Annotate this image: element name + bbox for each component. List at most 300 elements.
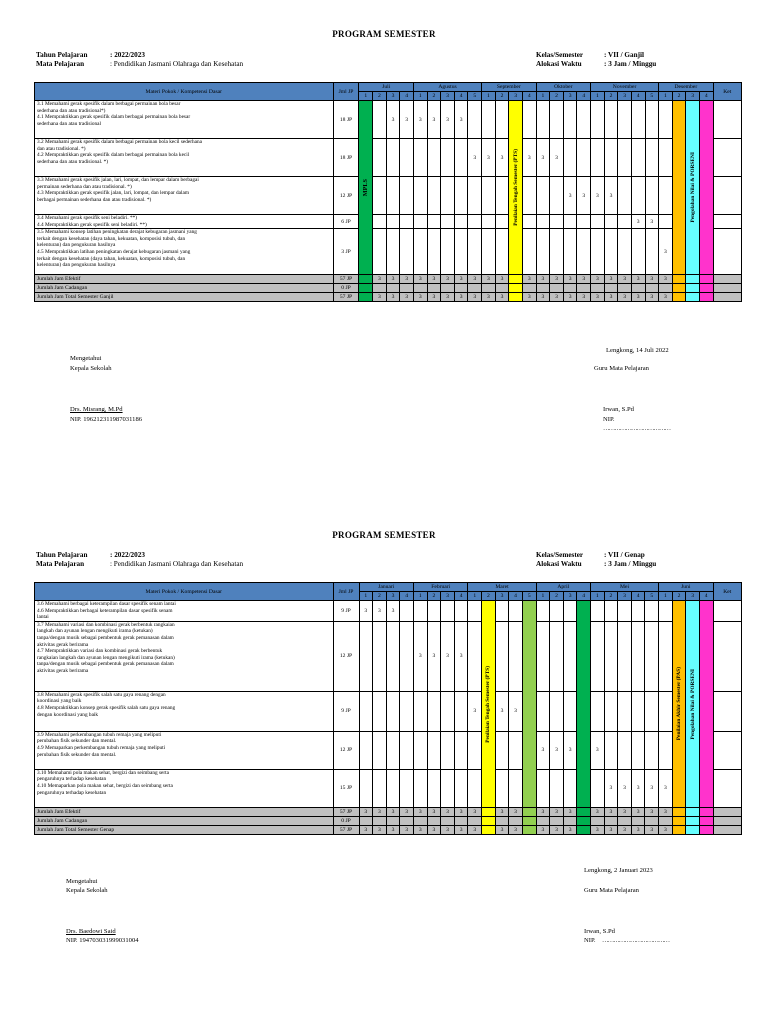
footer-week-cell bbox=[699, 816, 713, 825]
footer-week-cell: 3 bbox=[577, 293, 591, 302]
footer-week-cell: 3 bbox=[441, 825, 455, 834]
header-month: Juli bbox=[359, 83, 413, 92]
week-cell bbox=[550, 621, 564, 691]
footer-week-cell bbox=[359, 816, 373, 825]
materi-line: kelenturan) dan pengukuran hasilnya bbox=[37, 262, 116, 269]
materi-line: 3.1 Memahami gerak spesifik dalam berbagai permainan bola besar bbox=[37, 101, 181, 107]
footer-week-cell: 3 bbox=[495, 807, 509, 816]
week-cell bbox=[509, 731, 523, 769]
week-cell bbox=[495, 621, 509, 691]
materi-line: kelenturan) dan pengukuran hasilnya bbox=[37, 242, 116, 249]
header-week: 3 bbox=[686, 592, 700, 601]
jp-cell: 18 JP bbox=[333, 101, 359, 139]
materi-line: pengaruhnya terhadap kesehatan bbox=[37, 776, 107, 783]
week-cell bbox=[373, 621, 387, 691]
header-week: 4 bbox=[400, 592, 414, 601]
header-month: November bbox=[591, 83, 659, 92]
week-cell bbox=[400, 601, 414, 622]
week-cell bbox=[509, 769, 523, 807]
kepala-name: Drs. Misrang, M.Pd bbox=[70, 406, 123, 413]
materi-line: koordinasi yang baik bbox=[37, 698, 82, 705]
week-cell bbox=[413, 691, 427, 731]
week-cell bbox=[645, 621, 659, 691]
week-cell bbox=[645, 731, 659, 769]
materi-line: 3.5 Memahami konsep latihan peningkatan derajat kebugaran jasmani yang bbox=[37, 229, 197, 236]
header-month: Mei bbox=[591, 583, 659, 592]
footer-week-cell: 3 bbox=[413, 825, 427, 834]
week-cell: 3 bbox=[495, 139, 509, 177]
footer-week-cell: 3 bbox=[631, 825, 645, 834]
footer-week-cell: 3 bbox=[373, 293, 387, 302]
week-cell: 3 bbox=[427, 101, 441, 139]
week-cell: 3 bbox=[536, 731, 550, 769]
header-week: 3 bbox=[618, 92, 632, 101]
table-row bbox=[35, 621, 742, 691]
footer-week-cell bbox=[686, 825, 700, 834]
footer-week-cell bbox=[699, 807, 713, 816]
week-cell: 3 bbox=[563, 731, 577, 769]
special-column-label: Pengolahan Nilai & PORSENI bbox=[689, 668, 696, 740]
footer-week-cell bbox=[536, 816, 550, 825]
week-cell bbox=[536, 601, 550, 622]
header-week: 4 bbox=[631, 92, 645, 101]
week-cell: 3 bbox=[591, 177, 605, 215]
footer-week-cell: 3 bbox=[550, 275, 564, 284]
week-cell: 3 bbox=[536, 139, 550, 177]
week-cell bbox=[509, 621, 523, 691]
footer-week-cell: 3 bbox=[454, 275, 468, 284]
materi-line: terkait dengan kesehatan (daya tahan, kekuatan, komposisi tubuh, dan bbox=[37, 255, 186, 262]
week-cell bbox=[659, 621, 673, 691]
week-cell bbox=[359, 731, 373, 769]
week-cell: 3 bbox=[522, 139, 536, 177]
materi-line: 3.4 Memahami gerak spesifik seni beladiri. **) bbox=[37, 215, 138, 221]
footer-week-cell: 3 bbox=[441, 275, 455, 284]
week-cell bbox=[495, 731, 509, 769]
ket-cell bbox=[713, 731, 741, 769]
materi-line: terkait dengan kesehatan (daya tahan, kekuatan, komposisi tubuh, dan bbox=[37, 235, 186, 242]
ket-cell bbox=[713, 691, 741, 731]
week-cell bbox=[631, 731, 645, 769]
week-cell: 3 bbox=[509, 691, 523, 731]
footer-week-cell: 3 bbox=[482, 293, 496, 302]
materi-line: 4.2 Mempraktikkan gerak spesifik dalam berbagai permainan bola kecil bbox=[37, 152, 190, 159]
header-week: 1 bbox=[659, 92, 673, 101]
kepala-nip: NIP. 194703031999031004 bbox=[66, 937, 139, 944]
header-jp: Jml JP bbox=[333, 83, 359, 101]
header-week: 3 bbox=[386, 592, 400, 601]
header-ket: Ket bbox=[713, 83, 741, 101]
ket-cell bbox=[713, 601, 741, 622]
week-cell: 3 bbox=[645, 215, 659, 229]
mapel-value: : Pendidikan Jasmani Olahraga dan Kesehatan bbox=[110, 560, 244, 568]
materi-line: rangkaian langkah dan ayunan lengan mengikuti irama (ketukan) bbox=[37, 654, 175, 661]
header-week: 4 bbox=[400, 92, 414, 101]
materi-line: 4.6 Mempraktikkan berbagai keterampilan dasar spesifik senam bbox=[37, 607, 173, 614]
mapel-label: Mata Pelajaran bbox=[36, 60, 85, 68]
week-cell bbox=[400, 621, 414, 691]
week-cell bbox=[645, 691, 659, 731]
footer-week-cell: 3 bbox=[645, 293, 659, 302]
footer-week-cell bbox=[482, 825, 496, 834]
week-cell bbox=[604, 691, 618, 731]
footer-week-cell: 3 bbox=[359, 807, 373, 816]
footer-week-cell bbox=[577, 816, 591, 825]
footer-week-cell: 3 bbox=[400, 825, 414, 834]
header-week: 1 bbox=[359, 92, 373, 101]
footer-week-cell bbox=[591, 816, 605, 825]
mapel-value: : Pendidikan Jasmani Olahraga dan Kesehatan bbox=[110, 60, 244, 68]
materi-line: 3.3 Memahami gerak spesifik jalan, lari, lompat, dan lempar dalam berbagai bbox=[37, 177, 199, 183]
header-week: 3 bbox=[563, 592, 577, 601]
materi-cell bbox=[35, 621, 334, 691]
page-title: PROGRAM SEMESTER bbox=[332, 29, 436, 39]
materi-line: sederhana dan atau tradisional bbox=[37, 120, 101, 127]
footer-week-cell: 3 bbox=[468, 293, 482, 302]
week-cell bbox=[591, 769, 605, 807]
header-week: 2 bbox=[672, 592, 686, 601]
footer-week-cell: 3 bbox=[659, 275, 673, 284]
footer-week-cell bbox=[686, 816, 700, 825]
jp-cell: 3 JP bbox=[333, 229, 359, 275]
footer-row bbox=[35, 825, 742, 834]
footer-week-cell: 3 bbox=[550, 807, 564, 816]
footer-week-cell: 3 bbox=[563, 825, 577, 834]
week-cell bbox=[359, 691, 373, 731]
header-week: 4 bbox=[509, 592, 523, 601]
footer-jp: 57 JP bbox=[333, 293, 359, 302]
guru-label: Guru Mata Pelajaran bbox=[584, 887, 639, 894]
footer-week-cell: 3 bbox=[604, 807, 618, 816]
week-cell: 3 bbox=[454, 621, 468, 691]
week-cell bbox=[618, 731, 632, 769]
footer-week-cell: 3 bbox=[454, 293, 468, 302]
header-week: 3 bbox=[386, 92, 400, 101]
materi-line: tanpa/dengan musik sebagai pembentuk gerak pemanasan dalam bbox=[37, 661, 174, 668]
week-cell: 3 bbox=[413, 101, 427, 139]
materi-line: 3.2 Memahami gerak spesifik dalam berbagai permainan bola kecil sederhana bbox=[37, 139, 203, 145]
header-week: 3 bbox=[618, 592, 632, 601]
header-week: 4 bbox=[631, 592, 645, 601]
footer-week-cell bbox=[672, 825, 686, 834]
footer-week-cell: 3 bbox=[400, 293, 414, 302]
header-week: 2 bbox=[495, 92, 509, 101]
footer-week-cell bbox=[509, 816, 523, 825]
materi-cell bbox=[35, 769, 334, 807]
footer-week-cell bbox=[522, 816, 536, 825]
materi-line: permainan sederhana dan atau tradisional. *) bbox=[37, 183, 132, 190]
week-cell bbox=[563, 691, 577, 731]
footer-week-cell: 3 bbox=[468, 275, 482, 284]
footer-week-cell: 3 bbox=[386, 293, 400, 302]
header-week: 5 bbox=[645, 592, 659, 601]
week-cell: 3 bbox=[631, 215, 645, 229]
week-cell: 3 bbox=[604, 177, 618, 215]
week-cell bbox=[536, 769, 550, 807]
footer-week-cell: 3 bbox=[468, 807, 482, 816]
header-week: 3 bbox=[441, 92, 455, 101]
week-cell: 3 bbox=[441, 621, 455, 691]
footer-week-cell: 3 bbox=[413, 275, 427, 284]
week-cell bbox=[618, 621, 632, 691]
header-week: 2 bbox=[550, 592, 564, 601]
week-cell bbox=[618, 691, 632, 731]
guru-nip-dots: ……………………………… bbox=[603, 425, 671, 432]
materi-line: 3.6 Memahami berbagai keterampilan dasar spesifik senam lantai bbox=[37, 601, 176, 607]
guru-nip: NIP. bbox=[584, 937, 596, 944]
week-cell bbox=[550, 691, 564, 731]
header-week: 2 bbox=[427, 592, 441, 601]
footer-week-cell: 3 bbox=[373, 807, 387, 816]
footer-week-cell: 3 bbox=[591, 807, 605, 816]
header-week: 3 bbox=[509, 92, 523, 101]
footer-week-cell: 3 bbox=[495, 275, 509, 284]
footer-week-cell: 3 bbox=[604, 293, 618, 302]
footer-week-cell: 3 bbox=[386, 275, 400, 284]
footer-label: Jumlah Jam Cadangan bbox=[35, 816, 334, 825]
footer-week-cell bbox=[672, 807, 686, 816]
materi-line: berbagai permainan sederhana dan atau tradisional. *) bbox=[37, 196, 152, 203]
mapel-label: Mata Pelajaran bbox=[36, 560, 85, 568]
footer-week-cell: 3 bbox=[536, 825, 550, 834]
guru-nip: NIP. bbox=[603, 416, 615, 423]
special-column-label: Penilaian Tengah Semester (PTS) bbox=[512, 149, 519, 226]
special-column bbox=[482, 601, 496, 808]
footer-week-cell: 3 bbox=[509, 825, 523, 834]
header-week: 2 bbox=[482, 592, 496, 601]
footer-week-cell: 3 bbox=[359, 825, 373, 834]
header-week: 4 bbox=[454, 92, 468, 101]
footer-week-cell: 3 bbox=[563, 275, 577, 284]
week-cell bbox=[359, 769, 373, 807]
week-cell bbox=[441, 731, 455, 769]
page-title: PROGRAM SEMESTER bbox=[332, 530, 436, 540]
footer-jp: 57 JP bbox=[333, 825, 359, 834]
footer-ket bbox=[713, 816, 741, 825]
week-cell: 3 bbox=[386, 101, 400, 139]
special-column bbox=[699, 601, 713, 808]
footer-ket bbox=[713, 825, 741, 834]
week-cell: 3 bbox=[563, 177, 577, 215]
week-cell bbox=[454, 769, 468, 807]
materi-cell bbox=[35, 691, 334, 731]
kelas-label: Kelas/Semester bbox=[536, 51, 584, 59]
week-cell: 3 bbox=[373, 601, 387, 622]
week-cell bbox=[659, 731, 673, 769]
alokasi-label: Alokasi Waktu bbox=[536, 60, 582, 68]
footer-jp: 57 JP bbox=[333, 275, 359, 284]
header-month: Agustus bbox=[413, 83, 481, 92]
week-cell: 3 bbox=[386, 601, 400, 622]
header-week: 3 bbox=[441, 592, 455, 601]
week-cell bbox=[468, 621, 482, 691]
materi-cell bbox=[35, 601, 334, 622]
footer-week-cell bbox=[550, 816, 564, 825]
week-cell bbox=[427, 769, 441, 807]
alokasi-value: : 3 Jam / Minggu bbox=[604, 560, 657, 568]
footer-week-cell bbox=[482, 807, 496, 816]
footer-week-cell bbox=[373, 816, 387, 825]
week-cell: 3 bbox=[591, 731, 605, 769]
footer-week-cell: 3 bbox=[618, 807, 632, 816]
header-month: September bbox=[482, 83, 537, 92]
jp-cell: 9 JP bbox=[333, 691, 359, 731]
footer-week-cell bbox=[699, 825, 713, 834]
footer-week-cell: 3 bbox=[427, 275, 441, 284]
week-cell bbox=[454, 731, 468, 769]
header-month: Juni bbox=[659, 583, 713, 592]
header-week: 4 bbox=[577, 92, 591, 101]
program-table bbox=[34, 582, 742, 835]
header-week: 1 bbox=[413, 592, 427, 601]
header-week: 4 bbox=[522, 92, 536, 101]
week-cell bbox=[413, 731, 427, 769]
materi-line: lantai bbox=[37, 614, 49, 621]
footer-jp: 0 JP bbox=[333, 816, 359, 825]
footer-week-cell bbox=[577, 825, 591, 834]
footer-week-cell: 3 bbox=[413, 293, 427, 302]
week-cell bbox=[441, 691, 455, 731]
week-cell: 3 bbox=[400, 101, 414, 139]
footer-week-cell: 3 bbox=[427, 293, 441, 302]
header-week: 4 bbox=[699, 592, 713, 601]
table-row bbox=[35, 691, 742, 731]
header-week: 2 bbox=[604, 592, 618, 601]
footer-week-cell: 3 bbox=[563, 807, 577, 816]
footer-week-cell: 3 bbox=[400, 807, 414, 816]
header-week: 1 bbox=[536, 92, 550, 101]
week-cell bbox=[550, 601, 564, 622]
materi-line: aktivitas gerak berirama bbox=[37, 641, 89, 648]
footer-week-cell bbox=[427, 816, 441, 825]
week-cell bbox=[659, 601, 673, 622]
header-week: 5 bbox=[468, 92, 482, 101]
footer-week-cell: 3 bbox=[427, 807, 441, 816]
week-cell bbox=[468, 769, 482, 807]
week-cell bbox=[591, 601, 605, 622]
footer-week-cell bbox=[441, 816, 455, 825]
materi-line: pengaruhnya terhadap kesehatan bbox=[37, 789, 107, 796]
week-cell bbox=[441, 601, 455, 622]
header-week: 2 bbox=[672, 92, 686, 101]
footer-week-cell: 3 bbox=[618, 293, 632, 302]
tahun-value: : 2022/2023 bbox=[110, 51, 145, 59]
tahun-value: : 2022/2023 bbox=[110, 551, 145, 559]
footer-week-cell bbox=[686, 807, 700, 816]
week-cell: 3 bbox=[618, 769, 632, 807]
footer-week-cell bbox=[522, 825, 536, 834]
week-cell bbox=[563, 769, 577, 807]
footer-row bbox=[35, 807, 742, 816]
materi-cell bbox=[35, 731, 334, 769]
materi-line: dan atau tradisional. *) bbox=[37, 145, 86, 152]
materi-line: 4.3 Mempraktikkan gerak spesifik jalan, lari, lompat, dan lempar dalam bbox=[37, 190, 189, 197]
footer-week-cell bbox=[522, 807, 536, 816]
week-cell bbox=[373, 731, 387, 769]
week-cell bbox=[659, 691, 673, 731]
week-cell: 3 bbox=[413, 621, 427, 691]
materi-line: sederhana dan atau tradisional. *) bbox=[37, 158, 109, 165]
special-column bbox=[577, 601, 591, 808]
footer-week-cell: 3 bbox=[591, 825, 605, 834]
week-cell bbox=[495, 769, 509, 807]
footer-week-cell: 3 bbox=[536, 807, 550, 816]
footer-week-cell: 3 bbox=[441, 293, 455, 302]
guru-label: Guru Mata Pelajaran bbox=[594, 365, 649, 372]
alokasi-value: : 3 Jam / Minggu bbox=[604, 60, 657, 68]
special-column-label: Penilaian Tengah Semester (PTS) bbox=[485, 665, 492, 743]
header-month: April bbox=[536, 583, 590, 592]
kepala-label: Kepala Sekolah bbox=[66, 887, 108, 894]
week-cell bbox=[427, 691, 441, 731]
footer-week-cell: 3 bbox=[509, 807, 523, 816]
header-month: Desember bbox=[659, 83, 713, 92]
week-cell bbox=[441, 769, 455, 807]
footer-week-cell bbox=[454, 816, 468, 825]
header-week: 4 bbox=[454, 592, 468, 601]
footer-week-cell bbox=[482, 816, 496, 825]
footer-week-cell: 3 bbox=[386, 825, 400, 834]
special-column bbox=[522, 601, 536, 808]
week-cell bbox=[413, 769, 427, 807]
materi-line: 4.4 Mempraktikkan gerak spesifik seni beladiri. **) bbox=[37, 221, 147, 228]
week-cell bbox=[631, 621, 645, 691]
footer-week-cell: 3 bbox=[604, 275, 618, 284]
special-column bbox=[672, 601, 686, 808]
alokasi-label: Alokasi Waktu bbox=[536, 560, 582, 568]
header-week: 3 bbox=[686, 92, 700, 101]
header-week: 1 bbox=[413, 92, 427, 101]
footer-week-cell: 3 bbox=[604, 825, 618, 834]
jp-cell: 12 JP bbox=[333, 177, 359, 215]
place-date: Lengkong, 14 Juli 2022 bbox=[606, 347, 669, 354]
materi-line: 4.7 Mempraktikkan variasi dan kombinasi gerak berbentuk bbox=[37, 648, 163, 655]
materi-line: tanpa/dengan musik sebagai pembentuk gerak pemanasan dalam bbox=[37, 634, 174, 641]
footer-ket bbox=[713, 807, 741, 816]
footer-week-cell bbox=[645, 816, 659, 825]
footer-week-cell bbox=[413, 816, 427, 825]
week-cell bbox=[591, 621, 605, 691]
materi-line: 4.8 Mempraktikkan konsep gerak spesifik salah satu gaya renang bbox=[37, 704, 176, 711]
week-cell: 3 bbox=[468, 139, 482, 177]
week-cell bbox=[495, 601, 509, 622]
footer-week-cell: 3 bbox=[563, 293, 577, 302]
week-cell bbox=[550, 769, 564, 807]
header-week: 2 bbox=[373, 92, 387, 101]
footer-week-cell bbox=[659, 816, 673, 825]
footer-week-cell: 3 bbox=[536, 275, 550, 284]
guru-name: Irwan, S.Pd bbox=[584, 928, 615, 935]
week-cell: 3 bbox=[577, 177, 591, 215]
materi-line: 3.9 Memahami perkembangan tubuh remaja yang meliputi bbox=[37, 731, 162, 738]
footer-week-cell bbox=[577, 807, 591, 816]
place-date: Lengkong, 2 Januari 2023 bbox=[584, 867, 653, 874]
footer-week-cell: 3 bbox=[441, 807, 455, 816]
footer-week-cell bbox=[495, 816, 509, 825]
week-cell: 3 bbox=[441, 101, 455, 139]
mengetahui-label: Mengetahui bbox=[70, 355, 102, 362]
footer-week-cell: 3 bbox=[495, 825, 509, 834]
footer-week-cell bbox=[631, 816, 645, 825]
week-cell bbox=[631, 601, 645, 622]
header-week: 5 bbox=[645, 92, 659, 101]
materi-line: 3.10 Memahami pola makan sehat, bergizi dan seimbang serta bbox=[37, 769, 169, 776]
materi-line: perubahan fisik sekunder dan mental. bbox=[37, 738, 117, 745]
footer-jp: 0 JP bbox=[333, 284, 359, 293]
week-cell bbox=[604, 601, 618, 622]
footer-week-cell: 3 bbox=[373, 825, 387, 834]
table-row bbox=[35, 731, 742, 769]
